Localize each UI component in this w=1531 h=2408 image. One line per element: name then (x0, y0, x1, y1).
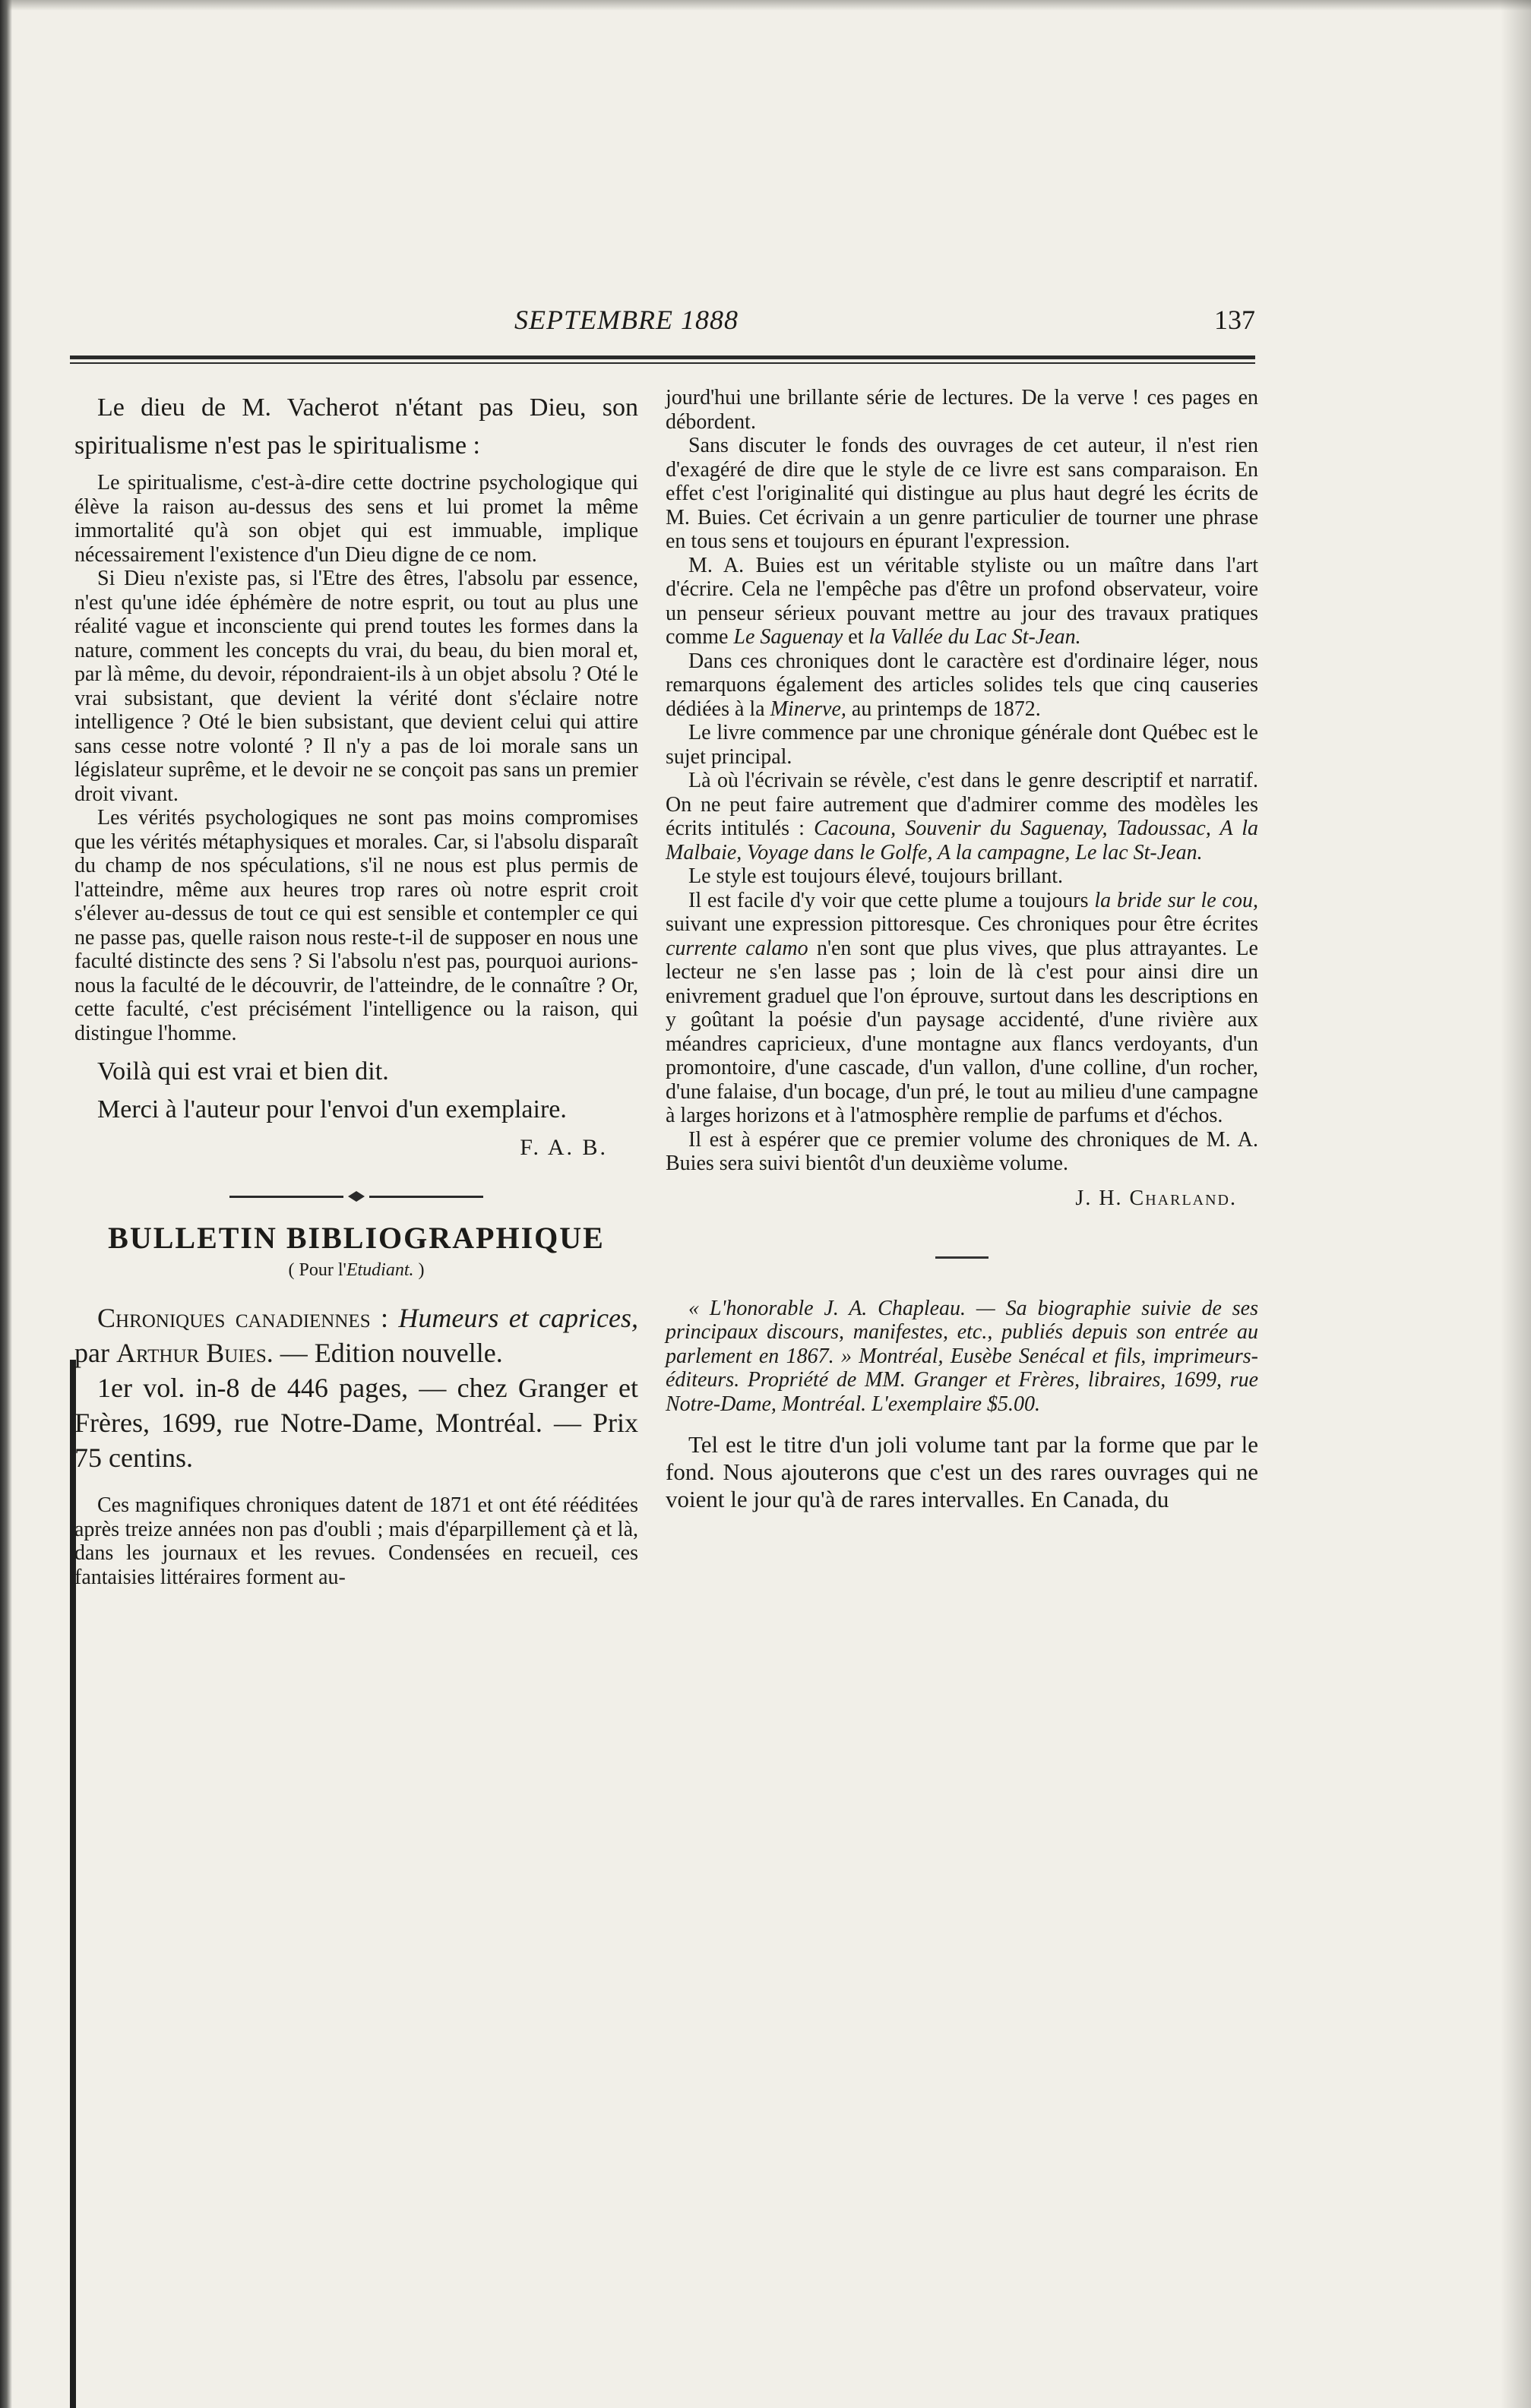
descriptive-paragraph: Là où l'écrivain se révèle, c'est dans le genre descriptif et narratif. On ne peut faire autrement que d'admirer comme des modèles les écrits intitulés : Cacouna, Souvenir du Saguenay, Tadoussac, A la Malbaie, Voyage dans le Golfe, A la campagne, Le lac St-Jean. (666, 769, 1258, 864)
closing-remark-2: Merci à l'auteur pour l'envoi d'un exemplaire. (97, 1095, 567, 1123)
section-short-rule (935, 1256, 989, 1259)
header-rule-thin (70, 362, 1255, 364)
chroniques-review-paragraph: Ces magnifiques chroniques datent de 1871 et ont été rééditées après treize années non pas d'oubli ; mais d'éparpillement çà et là, dans les journaux et les revues. Condensées en recueil, ces fantaisies littéraires forment au- (74, 1493, 638, 1589)
chapleau-review-paragraph: Tel est le titre d'un joli volume tant par la forme que par le fond. Nous ajouterons que c'est un des rares ouvrages qui ne voient le jour qu'à de rares intervalles. En Canada, du (666, 1431, 1258, 1512)
diamond-ornament-icon (348, 1191, 365, 1202)
signature-charland: J. H. Charland. (1075, 1186, 1237, 1210)
running-header (70, 298, 1255, 343)
brilliant-style-paragraph: Le style est toujours élevé, toujours brillant. (688, 864, 1064, 888)
quebec-paragraph: Le livre commence par une chronique générale dont Québec est le sujet principal. (666, 721, 1258, 769)
page-left-binding-edge (0, 0, 12, 2408)
book-entry-title: Chroniques canadiennes : Humeurs et caprices, par Arthur Buies. — Edition nouvelle. (74, 1303, 639, 1368)
left-column (74, 389, 638, 1589)
header-rule-thick (70, 356, 1255, 359)
closing-remark-1: Voilà qui est vrai et bien dit. (97, 1057, 389, 1085)
causeries-paragraph: Dans ces chroniques dont le caractère est d'ordinaire léger, nous remarquons également des articles solides tels que cinq causeries dédiées à la Minerve, au printemps de 1872. (666, 649, 1258, 721)
chapleau-book-citation: « L'honorable J. A. Chapleau. — Sa biographie suivie de ses principaux discours, manifestes, etc., publiés depuis son entrée au parlement en 1867. » Montréal, Eusèbe Senécal et fils, imprimeurs-éditeurs. Propriété de MM. Granger et Frères, libraires, 1699, rue Notre-Dame, Montréal. L'exemplaire $5.00. (666, 1296, 1258, 1416)
spiritualism-paragraph: Le spiritualisme, c'est-à-dire cette doctrine psychologique qui élève la raison au-dessus des sens et lui promet la même immortalité qu'à son objet qui est immuable, implique nécessairement l'existence d'un Dieu digne de ce nom. (74, 471, 638, 567)
psychological-truths-paragraph: Les vérités psychologiques ne sont pas moins compromises que les vérités métaphysiques et morales. Car, si l'absolu disparaît du champ de nos spéculations, s'il ne nous est plus permis de l'atteindre, même aux heures trop rares où notre esprit croit s'élever au-dessus de tout ce qui est sensible et contempler ce qui ne passe pas, quelle raison nous reste-t-il de supposer en nous une faculté distincte des sens ? Si l'absolu n'est pas, pourquoi aurions-nous la faculté de le découvrir, de l'atteindre, de le connaître ? Or, cette faculté, c'est précisément l'intelligence ou la raison, qui distingue l'homme. (74, 806, 638, 1045)
stylist-paragraph: M. A. Buies est un véritable styliste ou un maître dans l'art d'écrire. Cela ne l'empêche pas d'être un profond observateur, voire un penseur sérieux pouvant mettre au jour des travaux pratiques comme Le Saguenay et la Vallée du Lac St-Jean. (666, 553, 1258, 649)
bulletin-subtitle: ( Pour l'Etudiant. ) (288, 1260, 425, 1280)
second-volume-paragraph: Il est à espérer que ce premier volume des chroniques de M. A. Buies sera suivi bientôt d'un deuxième volume. (666, 1127, 1258, 1175)
signature-fab: F. A. B. (520, 1135, 608, 1160)
right-column (666, 386, 1258, 1513)
pen-paragraph: Il est facile d'y voir que cette plume a toujours la bride sur le cou, suivant une expression pittoresque. Ces chroniques pour être écrites currente calamo n'en sont que plus vives, que plus attrayantes. Le lecteur ne s'en lasse pas ; loin de là c'est pour ainsi dire un enivrement graduel que l'on éprouve, surtout dans les descriptions en y goûtant la poésie d'un paysage accidenté, d'une rivière aux méandres capricieux, d'une montagne aux flancs verdoyants, d'un promontoire, d'une cascade, d'un vallon, d'une colline, d'un rocher, d'une falaise, d'un bocage, d'un pré, le tout au milieu d'une campagne à larges horizons et à l'atmosphère remplie de parfums et d'échos. (666, 888, 1258, 1127)
book-entry-details: 1er vol. in-8 de 446 pages, — chez Granger et Frères, 1699, rue Notre-Dame, Montréal. — Prix 75 centins. (74, 1373, 638, 1473)
page-number: 137 (1214, 305, 1255, 335)
section-divider-ornament (74, 1191, 638, 1202)
page-right-shadow (1501, 0, 1531, 2408)
continued-paragraph: jourd'hui une brillante série de lectures. De la verve ! ces pages en débordent. (666, 386, 1258, 434)
intro-paragraph: Le dieu de M. Vacherot n'étant pas Dieu, son spiritualisme n'est pas le spiritualisme : (74, 393, 638, 460)
bulletin-title: BULLETIN BIBLIOGRAPHIQUE (108, 1221, 605, 1255)
header-date: SEPTEMBRE 1888 (514, 305, 739, 335)
page-top-shadow (0, 0, 1531, 11)
absolute-paragraph: Si Dieu n'existe pas, si l'Etre des êtres, l'absolu par essence, n'est qu'une idée éphémère de notre esprit, ou tout au plus une réalité vague et inconsciente qui prend toutes les formes dans la nature, comment les concepts du vrai, du beau, du bien moral et, par là même, du devoir, répondraient-ils à un objet absolu ? Oté le vrai subsistant, que devient la vérité dont s'éclaire notre intelligence ? Oté le bien subsistant, que devient celui qui attire sans cesse notre volonté ? Il n'y a pas de loi morale sans un législateur suprême, et le devoir ne se conçoit pas sans un premier droit vivant. (74, 567, 638, 806)
style-paragraph: Sans discuter le fonds des ouvrages de cet auteur, il n'est rien d'exagéré de dire que le style de ce livre est sans comparaison. En effet c'est l'originalité qui distingue au plus haut degré les écrits de M. Buies. Cet écrivain a un genre particulier de tourner une phrase en tous sens et toujours en épurant l'expression. (666, 434, 1258, 553)
